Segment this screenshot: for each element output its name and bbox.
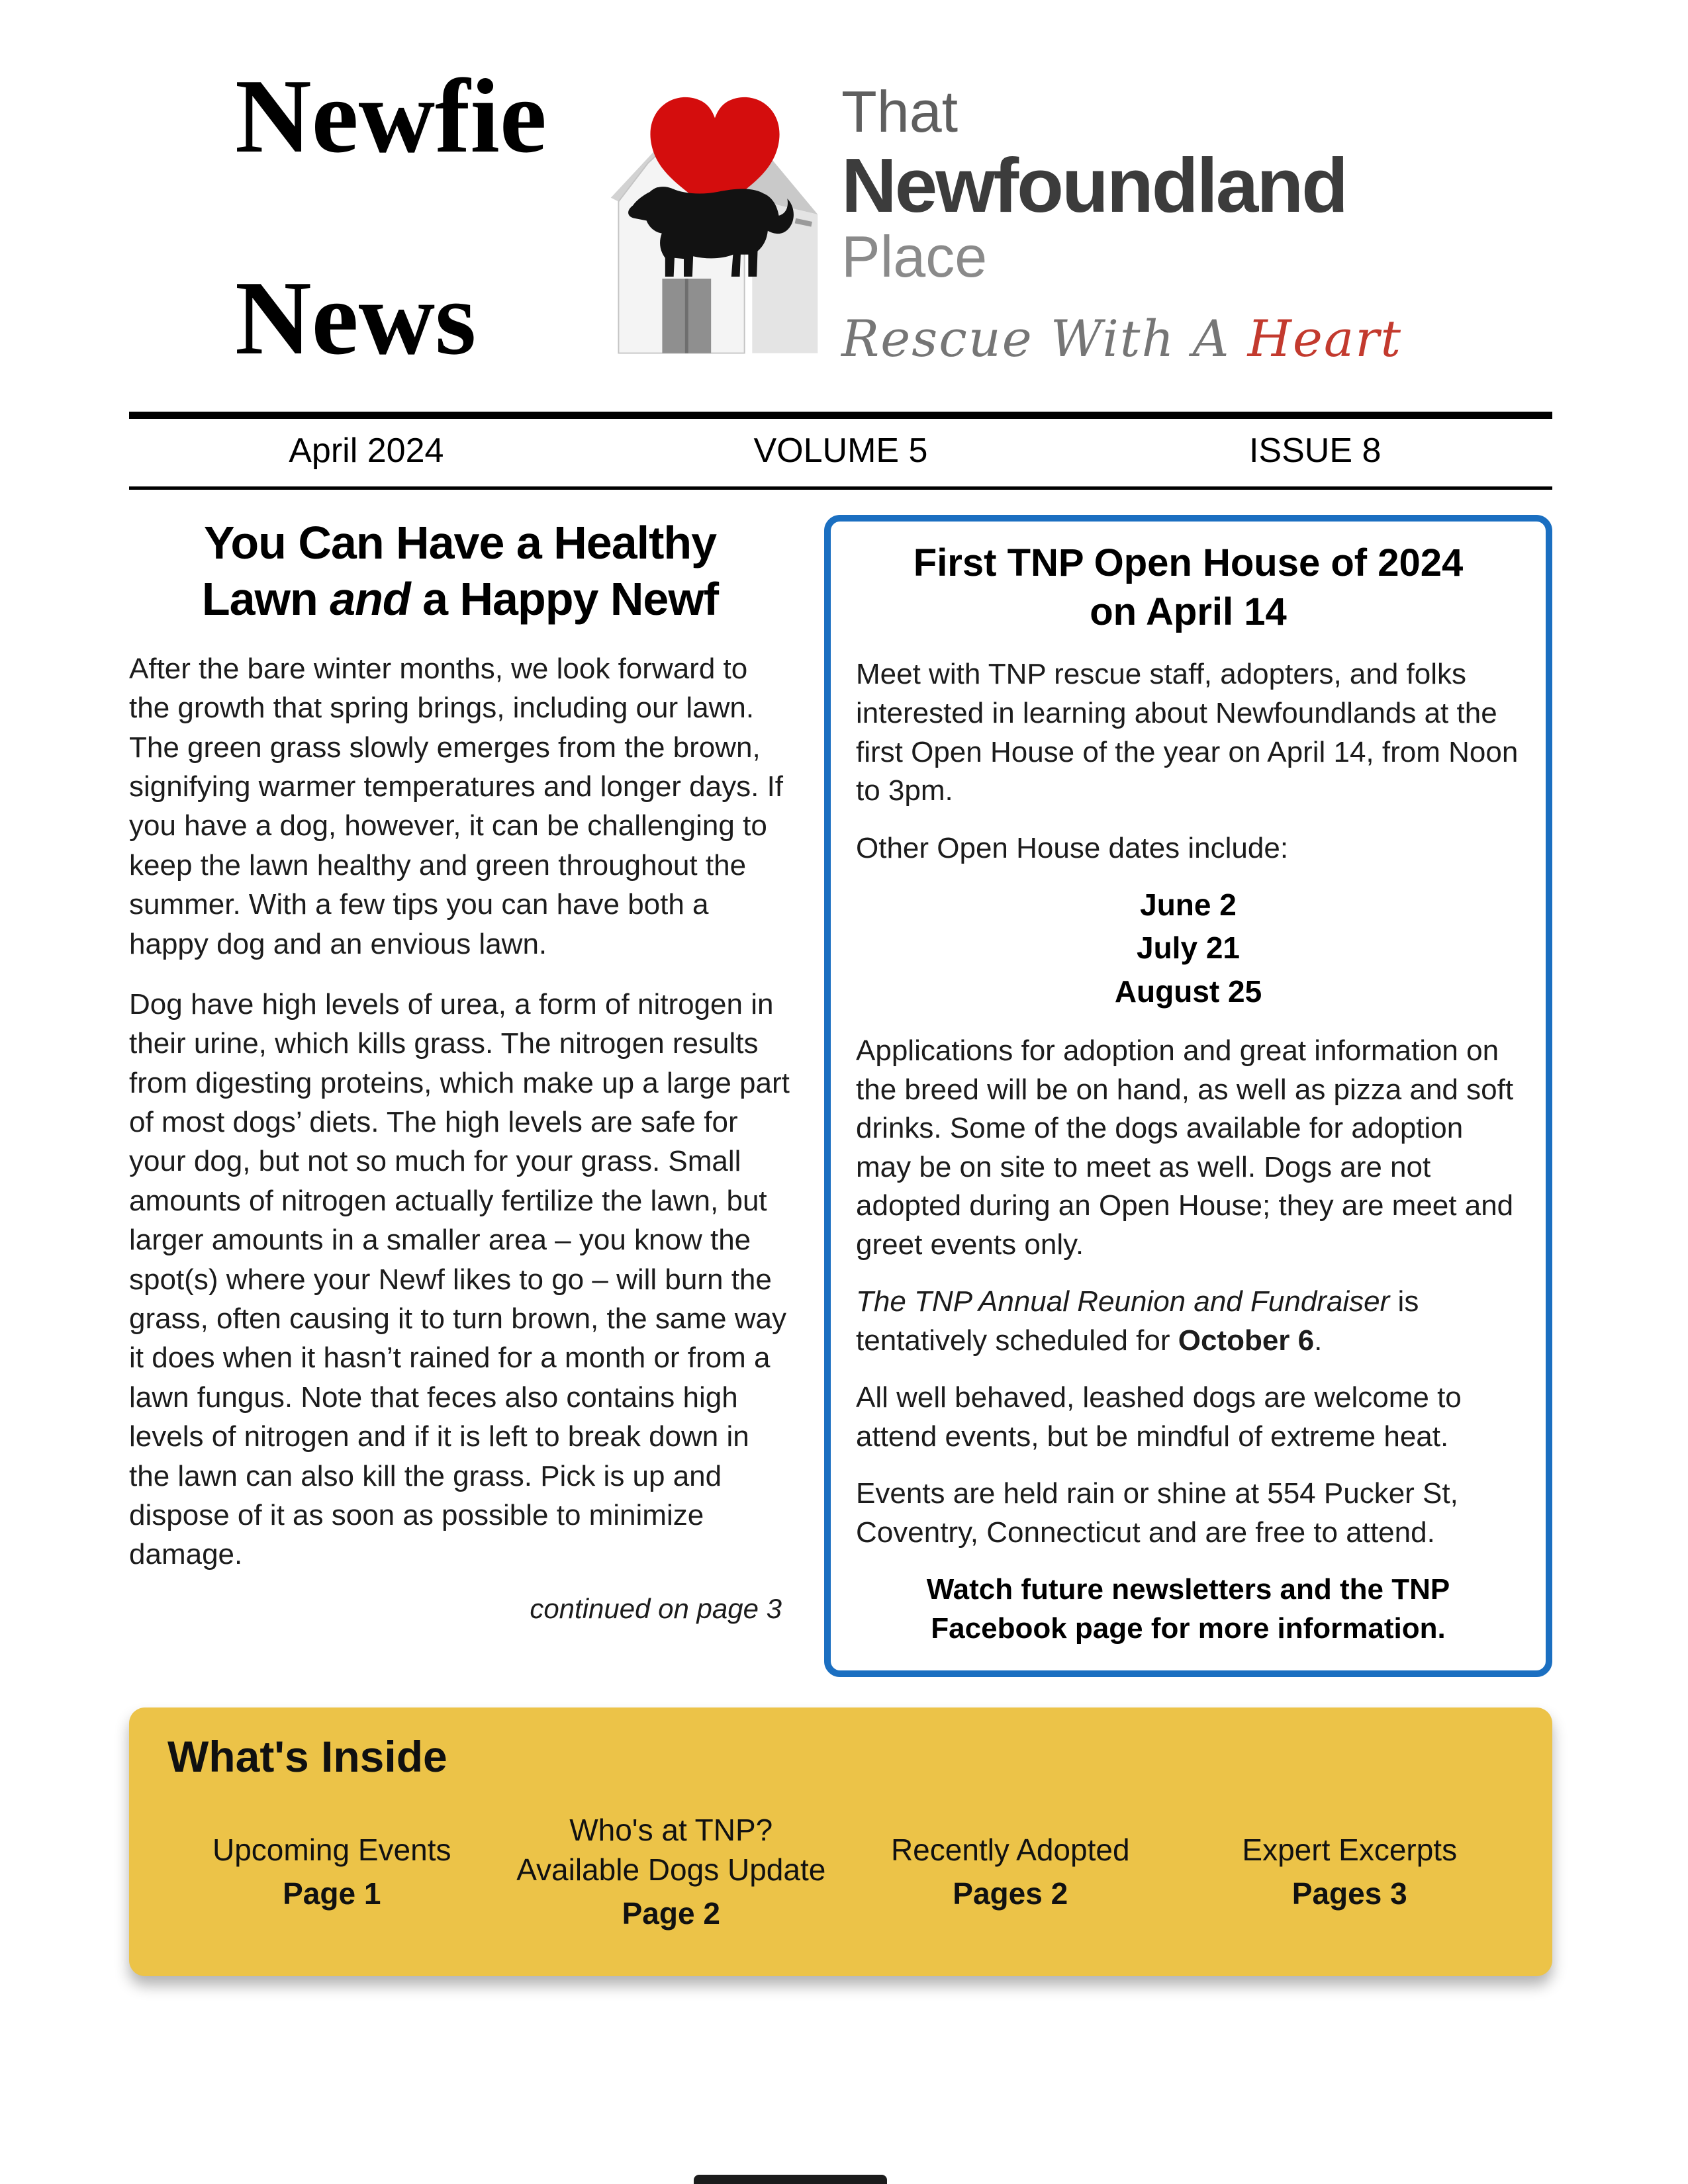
whats-inside-box: [129, 1707, 1552, 1976]
open-house-behavior: All well behaved, leashed dogs are welcome to attend events, but be mindful of extreme heat.: [856, 1381, 1462, 1453]
open-house-dates: [856, 884, 1521, 1013]
open-house-applications: Applications for adoption and great information on the breed will be on hand, as well as pizza and soft drinks. Some of the dogs available for adoption may be on site to meet as well. Dogs are not adopted during an Open House; they are meet and greet events only.: [856, 1034, 1514, 1261]
barn-heart-dog-graphic: [606, 64, 824, 362]
inside-item-page: Pages 3: [1291, 1876, 1407, 1911]
newsletter-title: [129, 56, 606, 377]
open-house-intro: Meet with TNP rescue staff, adopters, and folks interested in learning about Newfoundlands at the first Open House of the year on April 14, from Noon to 3pm.: [856, 658, 1519, 807]
tagline-accent: Heart: [1247, 309, 1403, 369]
page-bottom-artifact: [694, 2175, 887, 2184]
newsletter-title-line1: Newfie: [235, 57, 547, 175]
reunion-event-name: The TNP Annual Reunion and Fundraiser: [856, 1285, 1390, 1318]
open-house-date: June 2: [1140, 887, 1237, 923]
inside-item-upcoming-events: [162, 1831, 502, 1914]
open-house-date: August 25: [1114, 974, 1262, 1009]
open-house-title-line1: First TNP Open House of 2024: [913, 541, 1464, 584]
masthead: [129, 56, 1552, 377]
whats-inside-items: [162, 1811, 1519, 1933]
article-title-line2-italic: and: [330, 573, 410, 625]
article-title-line1: You Can Have a Healthy: [203, 517, 717, 569]
logo-word-newfoundland: Newfoundland: [841, 142, 1347, 228]
open-house-dates-label: Other Open House dates include:: [856, 831, 1289, 864]
issue-volume: VOLUME 5: [753, 432, 928, 470]
content-columns: [129, 515, 1552, 1677]
article-title: [129, 515, 791, 628]
inside-item-page: Page 1: [283, 1876, 381, 1911]
open-house-panel: [824, 515, 1552, 1677]
inside-item-recently-adopted: [841, 1831, 1180, 1914]
open-house-reunion: [856, 1283, 1521, 1360]
issue-number: ISSUE 8: [1248, 432, 1382, 470]
article-paragraph: Dog have high levels of urea, a form of nitrogen in their urine, which kills grass. The nitrogen results from digesting proteins, which make up a large part of most dogs’ diets. The high levels are safe for your dog, but not so much for your grass. Small amounts of nitrogen actually fertilize the lawn, but larger amounts in a smaller area – you know the spot(s) where your Newf likes to go – will burn the grass, often causing it to turn brown, the same way it does when it hasn’t rained for a month or from a lawn fungus. Note that feces also contains high levels of nitrogen and if it is left to break down in the lawn can also kill the grass. Pick is up and dispose of it as soon as possible to minimize damage.: [129, 987, 790, 1571]
open-house-location: Events are held rain or shine at 554 Pucker St, Coventry, Connecticut and are free to attend.: [856, 1477, 1458, 1549]
whats-inside-title: What's Inside: [167, 1732, 447, 1782]
inside-item-page: Pages 2: [953, 1876, 1068, 1911]
lawn-article: [129, 515, 791, 1625]
article-title-line2-pre: Lawn: [201, 573, 330, 625]
article-paragraph: After the bare winter months, we look forward to the growth that spring brings, including our lawn. The green grass slowly emerges from the brown, signifying warmer temperatures and longer days. If you have a dog, however, it can be challenging to keep the lawn healthy and green throughout the summer. With a few tips you can have both a happy dog and an envious lawn.: [129, 652, 784, 960]
issue-date: April 2024: [289, 432, 444, 470]
article-title-line2: [129, 571, 791, 627]
tnp-logo-text: [824, 64, 1402, 368]
tnp-logo-art: [606, 64, 824, 368]
open-house-date: July 21: [1137, 931, 1240, 966]
inside-item-whos-at-tnp: [502, 1811, 841, 1933]
reunion-end: .: [1314, 1324, 1323, 1357]
reunion-mid: is tentatively scheduled for: [856, 1285, 1419, 1357]
inside-item-page: Page 2: [622, 1895, 720, 1931]
article-title-line2-post: a Happy Newf: [410, 573, 719, 625]
inside-item-expert-excerpts: [1180, 1831, 1520, 1914]
open-house-title: [856, 539, 1521, 637]
tagline-prefix: Rescue With A: [841, 309, 1248, 369]
logo-word-place: Place: [841, 224, 988, 290]
inside-item-label: Recently Adopted: [890, 1833, 1130, 1868]
inside-item-label: Who's at TNP? Available Dogs Update: [516, 1813, 826, 1887]
issue-bar: [129, 412, 1552, 490]
inside-item-label: Upcoming Events: [212, 1833, 451, 1868]
logo-word-that: That: [841, 79, 959, 144]
reunion-date: October 6: [1178, 1324, 1315, 1357]
logo-tagline: [841, 309, 1402, 368]
open-house-title-line2: on April 14: [1090, 590, 1287, 634]
newsletter-title-line2: News: [235, 259, 477, 377]
continued-note: continued on page 3: [530, 1592, 782, 1624]
inside-item-label: Expert Excerpts: [1242, 1833, 1458, 1868]
open-house-watch-note: Watch future newsletters and the TNP Facebook page for more information.: [926, 1573, 1450, 1645]
tnp-logo: [606, 56, 1402, 368]
